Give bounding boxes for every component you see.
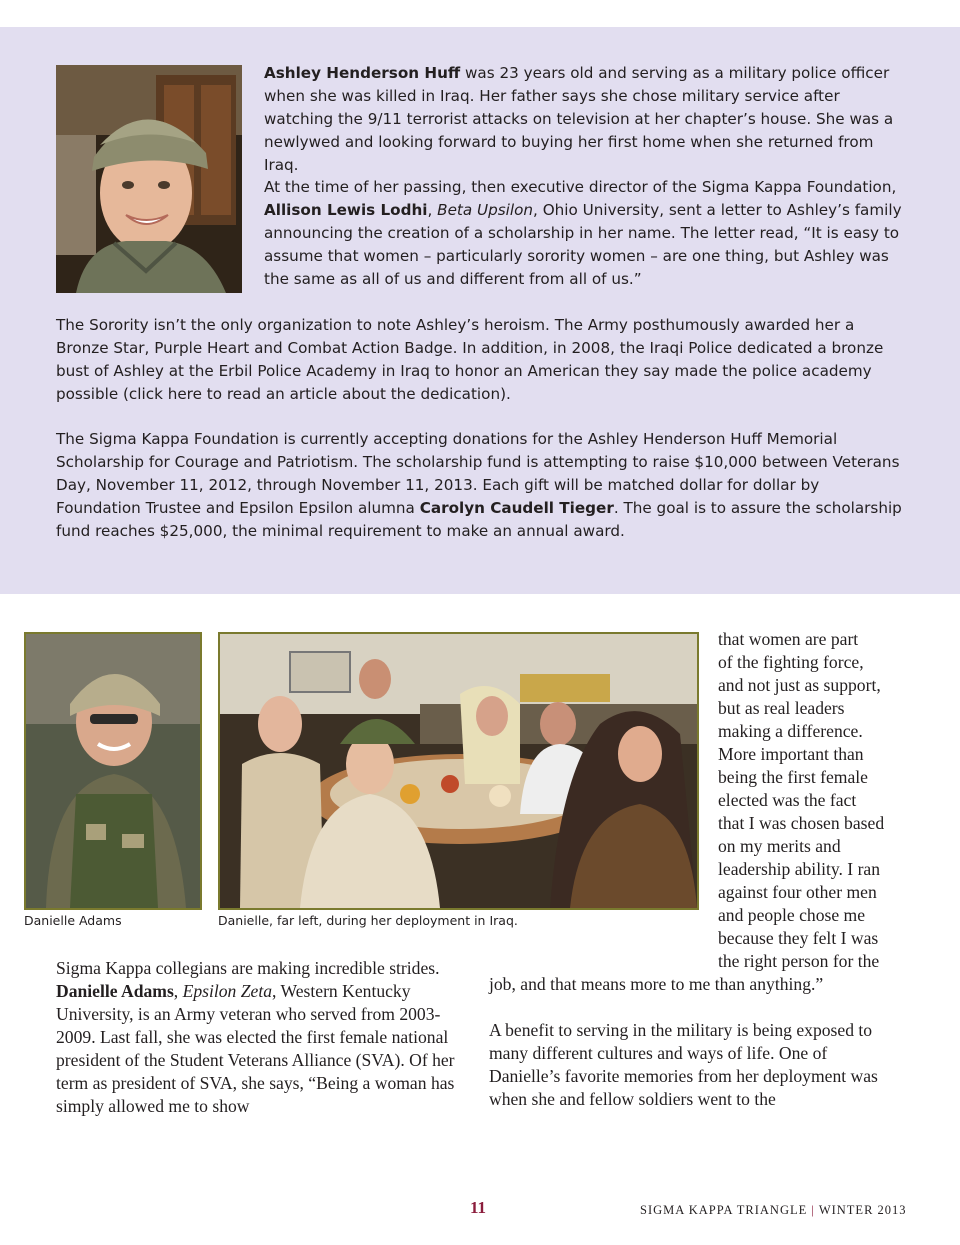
danielle-name: Danielle Adams bbox=[56, 981, 174, 1001]
publication-name: SIGMA KAPPA TRIANGLE bbox=[640, 1203, 808, 1217]
heroism-text: The Sorority isn’t the only organization to note Ashley’s heroism. The Army posthumously awarded her a Bronze Star, Purple Heart and Combat Action Badge. In addition, in 2008, the Iraqi Police dedicated a bronze bust of Ashley at the Erbil Police Academy in Iraq to honor an American they say made the police academy possible (click here to read an article about the dedication). bbox=[56, 316, 884, 403]
group-photo-caption: Danielle, far left, during her deployment in Iraq. bbox=[218, 913, 518, 928]
danielle-portrait-image bbox=[26, 634, 200, 908]
danielle-lead-text: Sigma Kappa collegians are making incredible strides. bbox=[56, 958, 440, 978]
ashley-intro-paragraph bbox=[264, 62, 904, 177]
separator-text: , bbox=[427, 201, 438, 219]
page-number: 11 bbox=[470, 1198, 487, 1217]
quote-line: and people chose me bbox=[718, 905, 866, 925]
quote-line: leadership ability. I ran bbox=[718, 859, 881, 879]
ashley-portrait-image bbox=[56, 65, 242, 293]
scholarship-letter-paragraph bbox=[264, 176, 904, 291]
quote-line: and not just as support, bbox=[718, 675, 881, 695]
heroism-paragraph bbox=[56, 314, 902, 406]
danielle-body-text: , Western Kentucky University, is an Army veteran who served from 2003-2009. Last fall, she was elected the first female national president of the Student Veterans Alliance (SVA). Of her term as president of SVA, she says, “Being a woman has simply allowed me to show bbox=[56, 981, 455, 1116]
quote-line: being the first female bbox=[718, 767, 868, 787]
ashley-name: Ashley Henderson Huff bbox=[264, 64, 461, 82]
group-dinner-image bbox=[220, 634, 697, 908]
quote-line: More important than bbox=[718, 744, 864, 764]
donations-lead-text: The Sigma Kappa Foundation is currently accepting donations for the Ashley Henderson Huff Memorial Scholarship for Courage and Patriotism. The scholarship fund is attempting to raise $10,000 between Veterans Day, November 11, 2012, through November 11, 2013. Each gift will be matched dollar for dollar by Foundation Trustee and Epsilon Epsilon alumna bbox=[56, 430, 900, 517]
quote-line: because they felt I was bbox=[718, 928, 879, 948]
issue-date: WINTER 2013 bbox=[818, 1203, 907, 1217]
quote-line: elected was the fact bbox=[718, 790, 857, 810]
quote-line: of the fighting force, bbox=[718, 652, 864, 672]
ashley-photo bbox=[56, 65, 242, 293]
donations-paragraph bbox=[56, 428, 902, 543]
allison-chapter: Beta Upsilon bbox=[437, 201, 534, 219]
quote-line: that I was chosen based bbox=[718, 813, 885, 833]
allison-name: Allison Lewis Lodhi bbox=[264, 201, 428, 219]
quote-line: the right person for the bbox=[718, 951, 880, 971]
ashley-intro-text: was 23 years old and serving as a military police officer when she was killed in Iraq. Her father says she chose military service after watching the 9/11 terrorist attacks on television at her chapter’s house. She was a newlywed and looking forward to buying her first home when she returned from Iraq. bbox=[264, 64, 894, 174]
footer-separator: | bbox=[811, 1203, 815, 1217]
danielle-intro-paragraph bbox=[56, 957, 470, 1118]
publication-footer bbox=[640, 1203, 907, 1218]
deployment-paragraph: A benefit to serving in the military is being exposed to many different cultures and ways of life. One of Danielle’s favorite memories from her deployment was when she and fellow soldiers went to the bbox=[489, 1020, 878, 1109]
danielle-chapter: Epsilon Zeta bbox=[182, 981, 273, 1001]
quote-line: that women are part bbox=[718, 629, 859, 649]
quote-line: making a difference. bbox=[718, 721, 863, 741]
quote-line: on my merits and bbox=[718, 836, 841, 856]
group-photo bbox=[218, 632, 699, 910]
quote-line: but as real leaders bbox=[718, 698, 845, 718]
letter-lead-text: At the time of her passing, then executive director of the Sigma Kappa Foundation, bbox=[264, 178, 897, 196]
quote-continuation-column bbox=[718, 628, 918, 973]
carolyn-name: Carolyn Caudell Tieger bbox=[419, 499, 614, 517]
donations-tail-text: . The goal is to assure the scholarship fund reaches $25,000, the minimal requirement to make an annual award. bbox=[56, 499, 902, 540]
danielle-photo-caption: Danielle Adams bbox=[24, 913, 122, 928]
letter-body-text: , Ohio University, sent a letter to Ashley’s family announcing the creation of a scholarship in her name. The letter read, “It is easy to assume that women – particularly sorority women – are one thing, but Ashley was the same as all of us and different from all of us.” bbox=[264, 201, 902, 288]
separator-text: , bbox=[173, 981, 183, 1001]
danielle-photo bbox=[24, 632, 202, 910]
quote-tail: job, and that means more to me than anything.” bbox=[489, 974, 824, 994]
quote-line: against four other men bbox=[718, 882, 877, 902]
